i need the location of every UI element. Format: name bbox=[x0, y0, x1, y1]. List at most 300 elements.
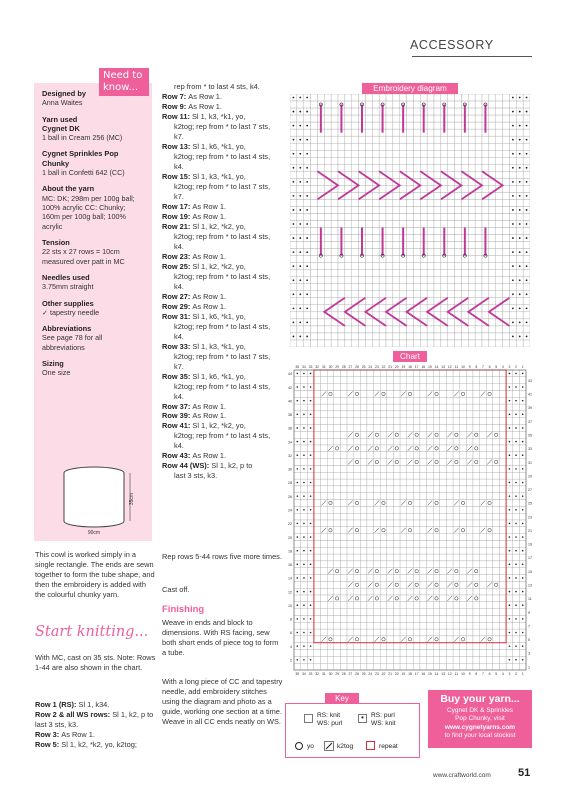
grid-cell bbox=[496, 129, 503, 136]
chart-cell bbox=[427, 486, 434, 493]
chart-cell bbox=[393, 384, 400, 391]
grid-cell bbox=[400, 256, 407, 263]
grid-cell bbox=[359, 136, 366, 143]
column-number: 32 bbox=[315, 365, 320, 369]
column-number: 30 bbox=[328, 672, 333, 676]
chart-cell bbox=[314, 663, 321, 670]
column-number: 11 bbox=[454, 672, 459, 676]
chart-cell bbox=[433, 465, 440, 472]
chart-cell bbox=[480, 643, 487, 650]
grid-cell bbox=[317, 284, 324, 291]
row-number: 39 bbox=[528, 406, 532, 411]
purl-dot bbox=[522, 591, 524, 593]
grid-cell bbox=[311, 129, 318, 136]
chart-cell bbox=[327, 390, 334, 397]
chart-cell bbox=[440, 520, 447, 527]
chart-cell bbox=[460, 452, 467, 459]
chart-cell bbox=[360, 445, 367, 452]
grid-cell bbox=[331, 256, 338, 263]
chart-cell bbox=[513, 431, 520, 438]
grid-cell bbox=[304, 228, 311, 235]
chart-cell bbox=[413, 370, 420, 377]
chart-cell bbox=[413, 656, 420, 663]
purl-dot bbox=[519, 279, 521, 281]
chart-cell bbox=[413, 438, 420, 445]
purl-dot bbox=[522, 564, 524, 566]
grid-cell bbox=[290, 157, 297, 164]
chart-cell bbox=[407, 438, 414, 445]
grid-cell bbox=[489, 242, 496, 249]
purl-dot bbox=[303, 523, 305, 525]
chart-cell bbox=[327, 540, 334, 547]
grid-cell bbox=[427, 291, 434, 298]
chart-cell bbox=[321, 370, 328, 377]
grid-cell bbox=[345, 235, 352, 242]
chart-cell bbox=[493, 404, 500, 411]
grid-cell bbox=[400, 185, 407, 192]
grid-cell bbox=[359, 178, 366, 185]
chart-cell bbox=[499, 418, 506, 425]
chart-cell bbox=[354, 629, 361, 636]
row-number: 16 bbox=[288, 563, 292, 568]
chart-cell bbox=[499, 513, 506, 520]
chart-cell bbox=[321, 486, 328, 493]
grid-cell bbox=[496, 249, 503, 256]
grid-cell bbox=[304, 270, 311, 277]
grid-cell bbox=[345, 298, 352, 305]
chart-cell bbox=[347, 534, 354, 541]
purl-dot bbox=[297, 454, 299, 456]
sidebar-text: 1 ball in Cream 256 (MC) bbox=[42, 133, 123, 143]
purl-dot bbox=[297, 550, 299, 552]
grid-cell bbox=[496, 122, 503, 129]
grid-cell bbox=[345, 122, 352, 129]
chart-cell bbox=[354, 561, 361, 568]
chart-cell bbox=[440, 500, 447, 507]
chart-cell bbox=[327, 656, 334, 663]
chart-cell bbox=[321, 438, 328, 445]
chart-cell bbox=[314, 506, 321, 513]
column-number: 2 bbox=[515, 672, 518, 676]
chart-cell bbox=[440, 575, 447, 582]
chart-cell bbox=[486, 547, 493, 554]
chart-cell bbox=[413, 575, 420, 582]
chart-cell bbox=[314, 486, 321, 493]
grid-cell bbox=[304, 340, 311, 347]
chart-cell bbox=[420, 459, 427, 466]
chart-cell bbox=[473, 472, 480, 479]
grid-cell bbox=[455, 143, 462, 150]
grid-cell bbox=[311, 256, 318, 263]
chart-cell bbox=[374, 472, 381, 479]
column-number: 16 bbox=[421, 672, 426, 676]
chart-cell bbox=[420, 636, 427, 643]
purl-dot bbox=[519, 265, 521, 267]
chart-cell bbox=[400, 602, 407, 609]
grid-cell bbox=[475, 122, 482, 129]
purl-dot bbox=[509, 386, 511, 388]
chart-cell bbox=[321, 540, 328, 547]
grid-cell bbox=[352, 157, 359, 164]
purl-dot bbox=[303, 482, 305, 484]
chart-cell bbox=[354, 445, 361, 452]
instruction-row: Row 39: As Row 1. bbox=[162, 411, 227, 421]
chart-cell bbox=[327, 459, 334, 466]
chart-cell bbox=[380, 506, 387, 513]
chart-cell bbox=[387, 500, 394, 507]
chart-cell bbox=[473, 575, 480, 582]
chart-cell bbox=[314, 554, 321, 561]
grid-cell bbox=[311, 228, 318, 235]
chart-cell bbox=[367, 540, 374, 547]
grid-cell bbox=[441, 340, 448, 347]
chart-cell bbox=[314, 411, 321, 418]
chart-cell bbox=[340, 377, 347, 384]
chart-cell bbox=[446, 493, 453, 500]
chart-cell bbox=[420, 643, 427, 650]
grid-cell bbox=[461, 178, 468, 185]
chart-cell bbox=[340, 493, 347, 500]
grid-cell bbox=[365, 94, 372, 101]
purl-dot bbox=[519, 336, 521, 338]
grid-cell bbox=[448, 143, 455, 150]
chart-cell bbox=[486, 472, 493, 479]
purl-dot bbox=[297, 659, 299, 661]
chart-cell bbox=[413, 622, 420, 629]
grid-cell bbox=[413, 249, 420, 256]
chart-cell bbox=[460, 629, 467, 636]
grid-cell bbox=[317, 319, 324, 326]
purl-dot bbox=[519, 237, 521, 239]
chart-cell bbox=[413, 425, 420, 432]
chart-cell bbox=[314, 425, 321, 432]
chart-cell bbox=[413, 411, 420, 418]
grid-cell bbox=[489, 122, 496, 129]
chart-cell bbox=[340, 486, 347, 493]
chart-cell bbox=[493, 643, 500, 650]
purl-dot bbox=[526, 97, 528, 99]
purl-dot bbox=[526, 265, 528, 267]
chart-cell bbox=[321, 554, 328, 561]
chart-cell bbox=[440, 438, 447, 445]
chart-cell bbox=[486, 540, 493, 547]
grid-cell bbox=[468, 199, 475, 206]
chart-cell bbox=[453, 622, 460, 629]
row-number: 44 bbox=[288, 372, 292, 377]
grid-cell bbox=[324, 115, 331, 122]
row-number: 41 bbox=[528, 392, 532, 397]
grid-cell bbox=[509, 213, 516, 220]
purl-dot bbox=[519, 181, 521, 183]
grid-cell bbox=[317, 213, 324, 220]
chart-cell bbox=[380, 534, 387, 541]
chart-cell bbox=[367, 506, 374, 513]
chart-cell bbox=[420, 500, 427, 507]
purl-dot bbox=[526, 139, 528, 141]
chart-cell bbox=[433, 486, 440, 493]
purl-dot bbox=[299, 293, 301, 295]
grid-cell bbox=[455, 235, 462, 242]
grid-cell bbox=[345, 256, 352, 263]
grid-cell bbox=[434, 291, 441, 298]
chart-cell bbox=[327, 520, 334, 527]
grid-cell bbox=[461, 270, 468, 277]
grid-cell bbox=[468, 221, 475, 228]
chart-cell bbox=[413, 554, 420, 561]
grid-cell bbox=[345, 136, 352, 143]
purl-dot bbox=[509, 550, 511, 552]
chart-cell bbox=[413, 534, 420, 541]
chart-cell bbox=[400, 595, 407, 602]
grid-cell bbox=[448, 263, 455, 270]
column-number: 17 bbox=[414, 672, 419, 676]
chart-cell bbox=[354, 479, 361, 486]
row-number: 22 bbox=[288, 522, 292, 527]
chart-cell bbox=[367, 575, 374, 582]
grid-cell bbox=[331, 249, 338, 256]
grid-cell bbox=[455, 122, 462, 129]
grid-cell bbox=[503, 326, 510, 333]
grid-cell bbox=[509, 115, 516, 122]
chart-cell bbox=[374, 615, 381, 622]
chart-cell bbox=[327, 663, 334, 670]
chart-cell bbox=[314, 513, 321, 520]
chart-cell bbox=[327, 493, 334, 500]
grid-cell bbox=[311, 242, 318, 249]
chart-cell bbox=[427, 629, 434, 636]
chart-cell bbox=[493, 377, 500, 384]
purl-dot bbox=[512, 181, 514, 183]
column-number: 31 bbox=[321, 672, 326, 676]
chart-cell bbox=[307, 622, 314, 629]
chart-cell bbox=[513, 650, 520, 657]
grid-cell bbox=[413, 333, 420, 340]
chart-cell bbox=[367, 663, 374, 670]
chart-cell bbox=[486, 588, 493, 595]
chart-cell bbox=[393, 418, 400, 425]
chart-cell bbox=[460, 472, 467, 479]
grid-cell bbox=[407, 249, 414, 256]
grid-cell bbox=[427, 94, 434, 101]
chart-cell bbox=[453, 513, 460, 520]
chart-cell bbox=[453, 588, 460, 595]
column-number: 18 bbox=[408, 365, 412, 369]
grid-cell bbox=[352, 213, 359, 220]
grid-cell bbox=[489, 277, 496, 284]
purl-dot bbox=[299, 125, 301, 127]
grid-cell bbox=[386, 298, 393, 305]
grid-cell bbox=[461, 164, 468, 171]
grid-cell bbox=[455, 150, 462, 157]
grid-cell bbox=[311, 108, 318, 115]
grid-cell bbox=[413, 101, 420, 108]
sidebar-text: 22 sts x 27 rows = 10cm measured over patt in MC bbox=[42, 247, 125, 266]
grid-cell bbox=[503, 122, 510, 129]
purl-dot bbox=[509, 536, 511, 538]
chart-cell bbox=[460, 493, 467, 500]
purl-dot bbox=[509, 468, 511, 470]
key-title: Key bbox=[325, 693, 359, 705]
grid-cell bbox=[317, 263, 324, 270]
chart-cell bbox=[433, 595, 440, 602]
purl-dot bbox=[306, 322, 308, 324]
chart-cell bbox=[420, 506, 427, 513]
grid-cell bbox=[523, 228, 530, 235]
grid-cell bbox=[413, 228, 420, 235]
purl-dot bbox=[310, 373, 312, 375]
chart-cell bbox=[354, 370, 361, 377]
grid-cell bbox=[317, 291, 324, 298]
grid-cell bbox=[379, 340, 386, 347]
chart-cell bbox=[367, 390, 374, 397]
row-number: 25 bbox=[528, 501, 532, 506]
grid-cell bbox=[482, 333, 489, 340]
grid-cell bbox=[427, 157, 434, 164]
chart-cell bbox=[407, 500, 414, 507]
chart-cell bbox=[513, 581, 520, 588]
column-number: 1 bbox=[521, 365, 524, 369]
grid-cell bbox=[441, 284, 448, 291]
chart-cell bbox=[513, 486, 520, 493]
chart-cell bbox=[347, 622, 354, 629]
chart-cell bbox=[473, 581, 480, 588]
chart-cell bbox=[519, 500, 526, 507]
grid-cell bbox=[352, 242, 359, 249]
grid-cell bbox=[324, 164, 331, 171]
grid-cell bbox=[407, 340, 414, 347]
chart-cell bbox=[354, 602, 361, 609]
purl-dot bbox=[509, 645, 511, 647]
grid-cell bbox=[413, 199, 420, 206]
purl-dot bbox=[512, 265, 514, 267]
chart-cell bbox=[420, 581, 427, 588]
chart-cell bbox=[473, 486, 480, 493]
grid-cell bbox=[475, 164, 482, 171]
chart-cell bbox=[360, 418, 367, 425]
chart-cell bbox=[440, 615, 447, 622]
purl-dot bbox=[509, 659, 511, 661]
chart-cell bbox=[453, 377, 460, 384]
purl-dot bbox=[512, 209, 514, 211]
chart-cell bbox=[519, 595, 526, 602]
chart-cell bbox=[347, 404, 354, 411]
chart-cell bbox=[473, 431, 480, 438]
grid-cell bbox=[489, 340, 496, 347]
buy-url[interactable]: www.cygnetyarns.com bbox=[444, 723, 516, 731]
purl-dot bbox=[526, 307, 528, 309]
grid-cell bbox=[311, 122, 318, 129]
chart-cell bbox=[340, 425, 347, 432]
chart-cell bbox=[340, 643, 347, 650]
grid-cell bbox=[420, 143, 427, 150]
chart-cell bbox=[466, 384, 473, 391]
row-number: 1 bbox=[528, 665, 530, 670]
grid-cell bbox=[503, 263, 510, 270]
chart-cell bbox=[513, 390, 520, 397]
chart-cell bbox=[340, 465, 347, 472]
purl-dot bbox=[512, 111, 514, 113]
grid-cell bbox=[338, 206, 345, 213]
chart-cell bbox=[387, 650, 394, 657]
grid-cell bbox=[434, 242, 441, 249]
chart-cell bbox=[367, 554, 374, 561]
chart-cell bbox=[367, 650, 374, 657]
chart-cell bbox=[354, 643, 361, 650]
chart-cell bbox=[340, 431, 347, 438]
chart-cell bbox=[413, 493, 420, 500]
chart-cell bbox=[519, 527, 526, 534]
chart-cell bbox=[446, 575, 453, 582]
grid-cell bbox=[359, 157, 366, 164]
chart-cell bbox=[374, 540, 381, 547]
grid-cell bbox=[475, 129, 482, 136]
grid-cell bbox=[345, 228, 352, 235]
chart-cell bbox=[519, 609, 526, 616]
chart-cell bbox=[473, 397, 480, 404]
chart-cell bbox=[334, 506, 341, 513]
chart-cell bbox=[367, 513, 374, 520]
chart-cell bbox=[354, 493, 361, 500]
grid-cell bbox=[461, 312, 468, 319]
grid-cell bbox=[324, 122, 331, 129]
chart-cell bbox=[413, 500, 420, 507]
grid-cell bbox=[304, 213, 311, 220]
instruction-row: Row 15: Sl 1, k3, *k1, yo, k2tog; rep from * to last 7 sts, k7. bbox=[162, 171, 271, 201]
grid-cell bbox=[489, 129, 496, 136]
chart-cell bbox=[420, 629, 427, 636]
column-number: 10 bbox=[461, 365, 465, 369]
grid-cell bbox=[407, 319, 414, 326]
chart-cell bbox=[446, 506, 453, 513]
purl-dot bbox=[509, 577, 511, 579]
chart-cell bbox=[493, 636, 500, 643]
chart-cell bbox=[453, 431, 460, 438]
grid-cell bbox=[311, 157, 318, 164]
grid-cell bbox=[359, 326, 366, 333]
column-number: 7 bbox=[481, 365, 484, 369]
grid-cell bbox=[461, 150, 468, 157]
chart-cell bbox=[413, 581, 420, 588]
grid-cell bbox=[482, 213, 489, 220]
footer-url[interactable]: www.craftworld.com bbox=[433, 772, 491, 779]
grid-cell bbox=[297, 129, 304, 136]
purl-dot bbox=[303, 591, 305, 593]
purl-dot bbox=[299, 195, 301, 197]
chart-cell bbox=[446, 527, 453, 534]
grid-cell bbox=[379, 164, 386, 171]
purl-dot bbox=[299, 322, 301, 324]
grid-cell bbox=[407, 150, 414, 157]
grid-cell bbox=[489, 143, 496, 150]
grid-cell bbox=[509, 340, 516, 347]
chart-cell bbox=[486, 650, 493, 657]
chart-cell bbox=[420, 431, 427, 438]
row-number: 29 bbox=[528, 474, 532, 479]
chart-cell bbox=[486, 397, 493, 404]
chart-cell bbox=[420, 445, 427, 452]
grid-cell bbox=[304, 242, 311, 249]
chart-cell bbox=[367, 636, 374, 643]
chart-cell bbox=[446, 534, 453, 541]
chart-cell bbox=[400, 384, 407, 391]
chart-cell bbox=[460, 411, 467, 418]
chart-cell bbox=[413, 452, 420, 459]
grid-cell bbox=[496, 115, 503, 122]
grid-cell bbox=[427, 150, 434, 157]
chart-cell bbox=[380, 615, 387, 622]
chart-cell bbox=[340, 513, 347, 520]
grid-cell bbox=[420, 333, 427, 340]
